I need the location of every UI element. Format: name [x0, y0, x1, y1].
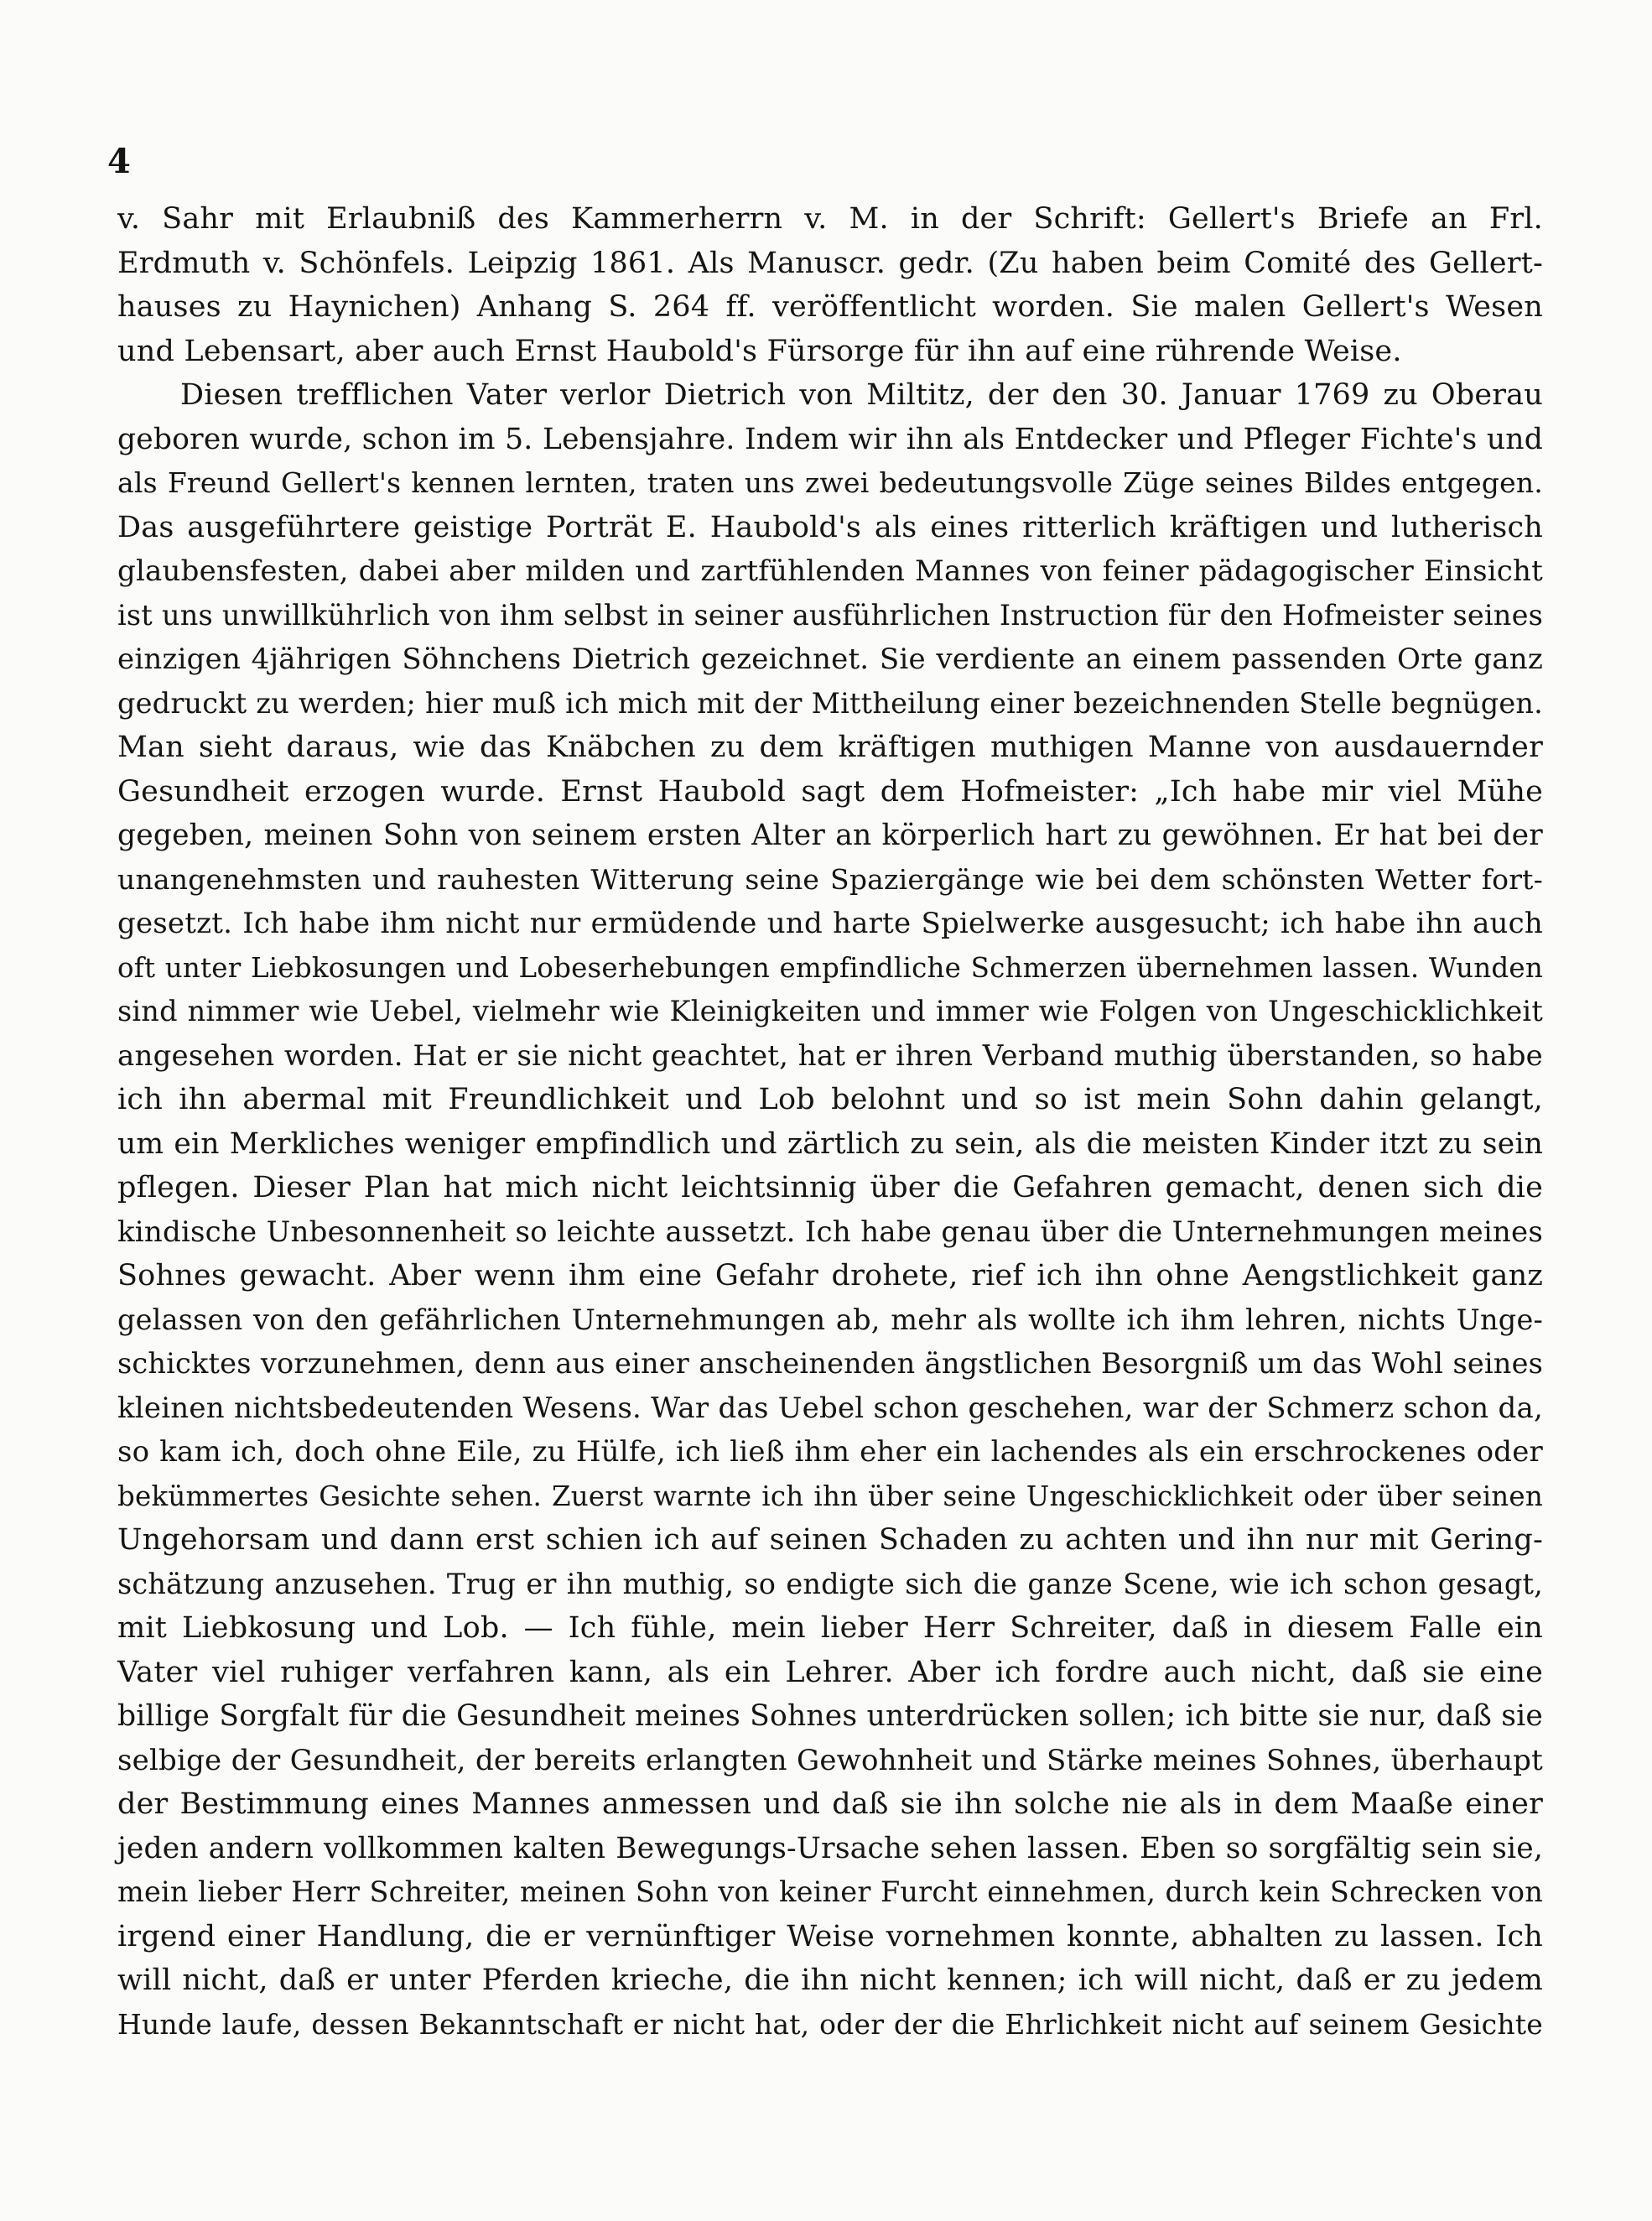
text-line: gedruckt zu werden; hier muß ich mich mit der Mittheilung einer bezeichnenden Stelle begnügen.	[117, 686, 1543, 720]
text-line: als Freund Gellert's kennen lernten, traten uns zwei bedeutungsvolle Züge seines Bildes entgegen.	[117, 466, 1543, 499]
text-line: pflegen. Dieser Plan hat mich nicht leichtsinnig über die Gefahren gemacht, denen sich die	[117, 1171, 1543, 1204]
text-line: einzigen 4jährigen Söhnchens Dietrich gezeichnet. Sie verdiente an einem passenden Orte ganz	[117, 642, 1543, 676]
text-line: mein lieber Herr Schreiter, meinen Sohn von keiner Furcht einnehmen, durch kein Schrecken von	[117, 1875, 1543, 1908]
text-line: Vater viel ruhiger verfahren kann, als ein Lehrer. Aber ich fordre auch nicht, daß sie eine	[117, 1655, 1543, 1689]
body-text	[117, 197, 1543, 2047]
text-line: Man sieht daraus, wie das Knäbchen zu dem kräftigen muthigen Manne von ausdauernder	[117, 731, 1543, 764]
text-line: v. Sahr mit Erlaubniß des Kammerherrn v. M. in der Schrift: Gellert's Briefe an Frl.	[117, 202, 1543, 236]
text-line: jeden andern vollkommen kalten Bewegungs-Ursache sehen lassen. Eben so sorgfältig sein sie,	[117, 1831, 1543, 1865]
text-line: oft unter Liebkosungen und Lobeserhebungen empfindliche Schmerzen übernehmen lassen. Wunden	[117, 951, 1543, 984]
text-line: der Bestimmung eines Mannes anmessen und daß sie ihn solche nie als in dem Maaße einer	[117, 1787, 1543, 1821]
text-line: Hunde laufe, dessen Bekanntschaft er nicht hat, oder der die Ehrlichkeit nicht auf seinem Gesichte	[117, 2007, 1543, 2041]
text-line: schätzung anzusehen. Trug er ihn muthig, so endigte sich die ganze Scene, wie ich schon gesagt,	[117, 1567, 1543, 1600]
text-line: sind nimmer wie Uebel, vielmehr wie Kleinigkeiten und immer wie Folgen von Ungeschicklichkeit	[117, 995, 1543, 1027]
text-line: kindische Unbesonnenheit so leichte aussetzt. Ich habe genau über die Unternehmungen meines	[117, 1215, 1543, 1249]
text-line: gegeben, meinen Sohn von seinem ersten Alter an körperlich hart zu gewöhnen. Er hat bei der	[117, 819, 1543, 852]
text-line: schicktes vorzunehmen, denn aus einer anscheinenden ängstlichen Besorgniß um das Wohl seines	[117, 1347, 1543, 1380]
text-line: so kam ich, doch ohne Eile, zu Hülfe, ich ließ ihm eher ein lachendes als ein erschrockenes oder	[117, 1435, 1543, 1469]
text-line: will nicht, daß er unter Pferden krieche, die ihn nicht kennen; ich will nicht, daß er zu jedem	[117, 1964, 1543, 1997]
text-line: bekümmertes Gesichte sehen. Zuerst warnte ich ihn über seine Ungeschicklichkeit oder über seinen	[117, 1480, 1543, 1512]
text-line: um ein Merkliches weniger empfindlich und zärtlich zu sein, als die meisten Kinder itzt zu sein	[117, 1126, 1543, 1161]
text-line: ist uns unwillkührlich von ihm selbst in seiner ausführlichen Instruction für den Hofmeister seines	[117, 598, 1543, 632]
text-line: angesehen worden. Hat er sie nicht geachtet, hat er ihren Verband muthig überstanden, so habe	[117, 1038, 1543, 1073]
text-line: mit Liebkosung und Lob. — Ich fühle, mein lieber Herr Schreiter, daß in diesem Falle ein	[117, 1611, 1543, 1645]
text-line: unangenehmsten und rauhesten Witterung seine Spaziergänge wie bei dem schönsten Wetter fort-	[117, 862, 1543, 896]
text-line: und Lebensart, aber auch Ernst Haubold's Fürsorge für ihn auf eine rührende Weise.	[117, 334, 1402, 368]
text-line: selbige der Gesundheit, der bereits erlangten Gewohnheit und Stärke meines Sohnes, überhaupt	[117, 1743, 1543, 1777]
text-line: ich ihn abermal mit Freundlichkeit und Lob belohnt und so ist mein Sohn dahin gelangt,	[117, 1083, 1543, 1116]
text-line: hauses zu Haynichen) Anhang S. 264 ff. veröffentlicht worden. Sie malen Gellert's Wesen	[117, 290, 1543, 324]
text-line: Diesen trefflichen Vater verlor Dietrich von Miltitz, der den 30. Januar 1769 zu Oberau	[180, 378, 1543, 412]
text-line: Sohnes gewacht. Aber wenn ihm eine Gefahr drohete, rief ich ihn ohne Aengstlichkeit ganz	[117, 1259, 1543, 1293]
text-line: billige Sorgfalt für die Gesundheit meines Sohnes unterdrücken sollen; ich bitte sie nur, daß sie	[117, 1699, 1543, 1733]
page-number: 4	[107, 142, 131, 181]
text-line: gesetzt. Ich habe ihm nicht nur ermüdende und harte Spielwerke ausgesucht; ich habe ihn auch	[117, 907, 1543, 940]
text-line: irgend einer Handlung, die er vernünftiger Weise vornehmen konnte, abhalten zu lassen. Ich	[117, 1919, 1543, 1953]
text-line: Ungehorsam und dann erst schien ich auf seinen Schaden zu achten und ihn nur mit Gering-	[117, 1523, 1543, 1557]
text-line: geboren wurde, schon im 5. Lebensjahre. Indem wir ihn als Entdecker und Pfleger Fichte's und	[117, 422, 1543, 456]
text-line: Das ausgeführtere geistige Porträt E. Haubold's als eines ritterlich kräftigen und lutherisch	[117, 510, 1543, 544]
text-line: Erdmuth v. Schönfels. Leipzig 1861. Als Manuscr. gedr. (Zu haben beim Comité des Gellert-	[117, 246, 1543, 280]
text-line: kleinen nichtsbedeutenden Wesens. War das Uebel schon geschehen, war der Schmerz schon da,	[117, 1391, 1543, 1425]
text-line: glaubensfesten, dabei aber milden und zartfühlenden Mannes von feiner pädagogischer Einsicht	[117, 554, 1543, 588]
text-line: gelassen von den gefährlichen Unternehmungen ab, mehr als wollte ich ihm lehren, nichts Unge-	[117, 1303, 1543, 1336]
text-line: Gesundheit erzogen wurde. Ernst Haubold sagt dem Hofmeister: „Ich habe mir viel Mühe	[117, 774, 1543, 809]
